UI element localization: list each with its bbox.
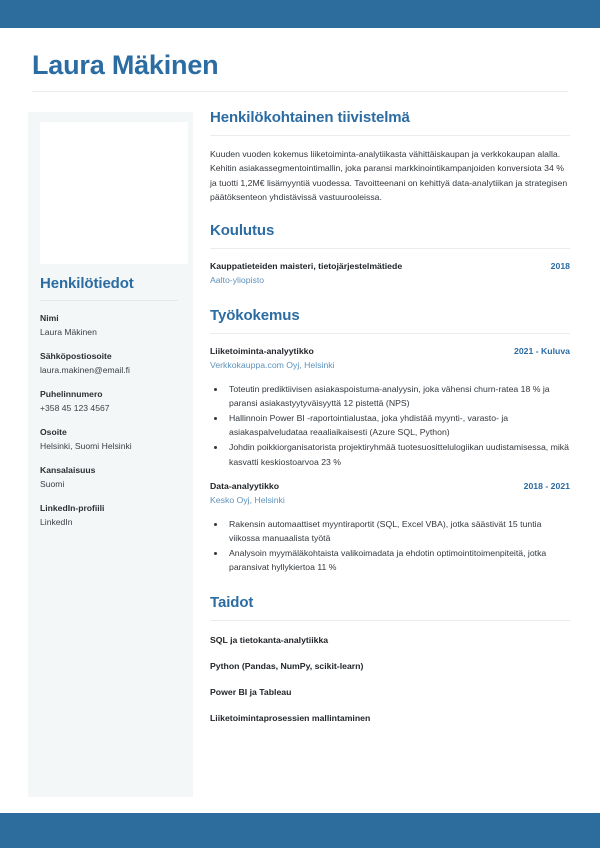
entry-bullet: • Analysoin myymäläkohtaista valikoimadata ja ehdotin optimointitoimenpiteitä, jotka paransivat hyllykiertoa 11 % xyxy=(226,546,570,574)
entry-header-row xyxy=(210,345,570,359)
header xyxy=(32,48,568,92)
section-divider xyxy=(210,333,570,334)
entry-organization: Aalto-yliopisto xyxy=(210,275,265,286)
section-divider xyxy=(210,620,570,621)
sidebar-field-value: laura.makinen@email.fi xyxy=(40,365,130,375)
entry-bullet: • Hallinnoin Power BI -raportointialustaa, joka yhdistää myynti-, varasto- ja asiakaspalveludataa reaaliaikaisesti (Azure SQL, Python) xyxy=(226,411,570,439)
sidebar-field xyxy=(40,312,185,339)
entry-date: 2018 xyxy=(550,260,570,271)
sidebar-field-list xyxy=(40,312,185,529)
sidebar-field-label: Puhelinnumero xyxy=(40,389,103,399)
section-heading-education: Koulutus xyxy=(210,221,275,239)
section-heading-experience: Työkokemus xyxy=(210,306,300,324)
section-experience xyxy=(210,306,570,575)
entry-bullet: • Johdin poikkiorganisatorista projektiryhmää tuotesuosittelulogiikan uudistamisessa, mikä kasvatti keskiostoarvoa 23 % xyxy=(226,440,570,468)
entry-title: Data-analyytikko xyxy=(210,480,280,491)
sidebar-field-value: LinkedIn xyxy=(40,517,73,527)
sidebar-field-label: Nimi xyxy=(40,313,59,323)
sidebar-field-value: Suomi xyxy=(40,479,65,489)
sidebar-field-value: Helsinki, Suomi Helsinki xyxy=(40,441,132,451)
sidebar-field xyxy=(40,388,185,415)
sidebar-field xyxy=(40,350,185,377)
sidebar-field-label: LinkedIn-profiili xyxy=(40,503,105,513)
education-entry-list xyxy=(210,260,570,288)
top-accent-bar xyxy=(0,0,600,28)
entry-date: 2018 - 2021 xyxy=(523,480,570,491)
skill-list xyxy=(210,634,570,725)
section-divider xyxy=(210,248,570,249)
sidebar-field-label: Kansalaisuus xyxy=(40,465,96,475)
entry-title: Liiketoiminta-analyytikko xyxy=(210,345,314,356)
skill-item: Power BI ja Tableau xyxy=(210,686,292,697)
entry-header-row xyxy=(210,260,570,274)
entry-bullet-list xyxy=(210,517,570,575)
section-education xyxy=(210,221,570,288)
resume-entry xyxy=(210,480,570,575)
sidebar-field-value: Laura Mäkinen xyxy=(40,327,97,337)
section-heading-skills: Taidot xyxy=(210,593,254,611)
entry-bullet-list xyxy=(210,382,570,469)
entry-date: 2021 - Kuluva xyxy=(513,345,570,356)
photo-placeholder xyxy=(40,122,188,264)
entry-organization: Verkkokauppa.com Oyj, Helsinki xyxy=(210,360,335,371)
bottom-accent-bar xyxy=(0,813,600,848)
entry-bullet: • Rakensin automaattiset myyntiraportit (SQL, Excel VBA), jotka säästivät 15 tuntia viikossa manuaalista työtä xyxy=(226,517,570,545)
sidebar-field-value: +358 45 123 4567 xyxy=(40,403,110,413)
sidebar-field-label: Osoite xyxy=(40,427,67,437)
sidebar-field xyxy=(40,426,185,453)
resume-entry xyxy=(210,260,570,288)
personal-details-block xyxy=(40,274,185,540)
summary-text: Kuuden vuoden kokemus liiketoiminta-analytiikasta vähittäiskaupan ja verkkokaupan alalla. Kehitin asiakassegmentointimallin, joka paransi markkinointikampanjoiden konversiota 34 % ja tuotti 1,2M€ lisämyyntiä vuodessa. Tavoitteenani on kehittyä data-analytiikan ja strategisen päätöksenteon yhdistävissä vastuurooleissa. xyxy=(210,149,568,203)
entry-organization: Kesko Oyj, Helsinki xyxy=(210,495,285,506)
skill-item: SQL ja tietokanta-analytiikka xyxy=(210,634,329,645)
page-title: Laura Mäkinen xyxy=(32,50,219,80)
resume-entry xyxy=(210,345,570,469)
skill-item: Python (Pandas, NumPy, scikit-learn) xyxy=(210,660,364,671)
sidebar-field-label: Sähköpostiosoite xyxy=(40,351,112,361)
sidebar-heading-divider xyxy=(40,300,178,301)
sidebar-field xyxy=(40,502,185,529)
sidebar-field xyxy=(40,464,185,491)
section-divider xyxy=(210,135,570,136)
sidebar-heading-personal-details: Henkilötiedot xyxy=(40,275,134,292)
experience-entry-list xyxy=(210,345,570,575)
entry-header-row xyxy=(210,480,570,494)
section-skills xyxy=(210,593,570,725)
header-divider xyxy=(32,91,568,92)
skill-item: Liiketoimintaprosessien mallintaminen xyxy=(210,712,371,723)
main-content xyxy=(210,108,570,727)
section-summary xyxy=(210,108,570,205)
entry-bullet: • Toteutin prediktiivisen asiakaspoistuma-analyysin, joka vähensi churn-ratea 18 % ja paransi asiakastyytyväisyyttä 12 pistettä (NPS) xyxy=(226,382,570,410)
section-heading-summary: Henkilökohtainen tiivistelmä xyxy=(210,109,410,126)
entry-title: Kauppatieteiden maisteri, tietojärjestelmätiede xyxy=(210,260,403,271)
sidebar xyxy=(28,112,193,797)
